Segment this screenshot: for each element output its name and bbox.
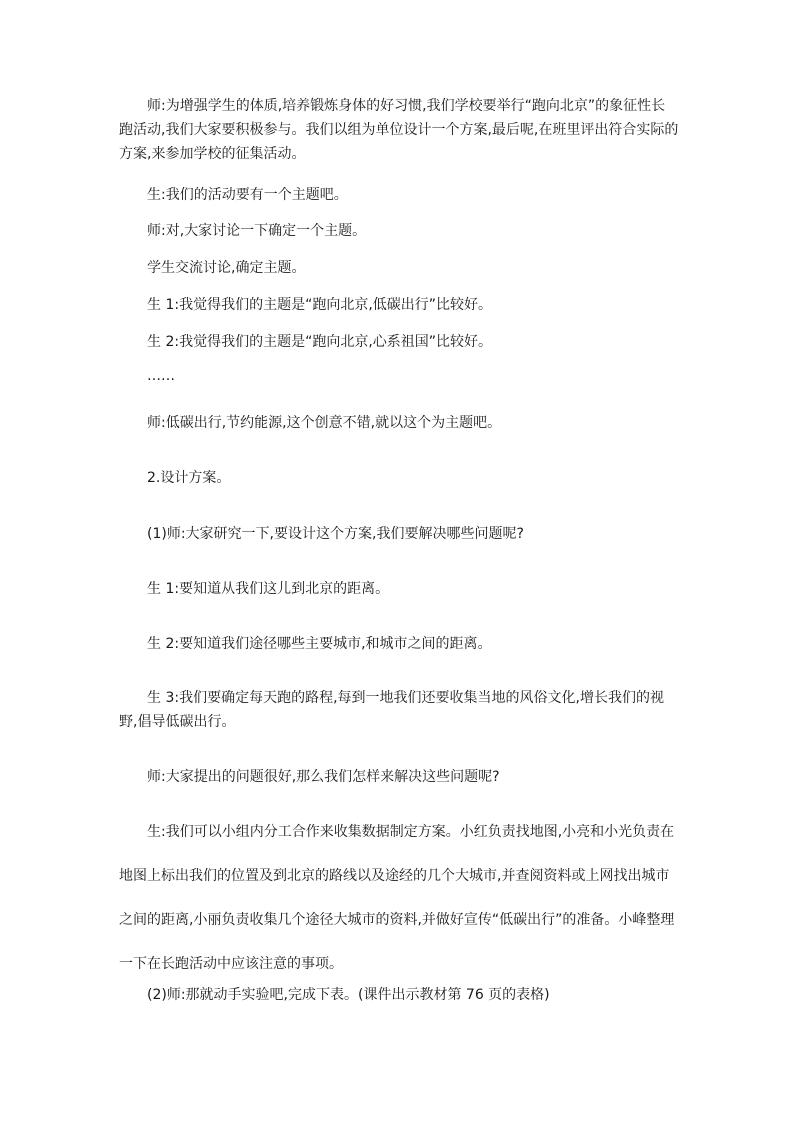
paragraph-student3-route: 生 3:我们要确定每天跑的路程,每到一地我们还要收集当地的风俗文化,增长我们的视野,倡导低碳出行。 [119,690,664,730]
paragraph-teacher-praise: 师:大家提出的问题很好,那么我们怎样来解决这些问题呢? [147,769,500,785]
paragraph-student2-theme: 生 2:我觉得我们的主题是“跑向北京,心系祖国”比较好。 [147,334,493,350]
paragraph-design-heading: 2.设计方案。 [147,470,231,486]
paragraph-teacher-table: (2)师:那就动手实验吧,完成下表。(课件出示教材第 76 页的表格) [147,987,550,1003]
paragraph-student2-cities: 生 2:要知道我们途径哪些主要城市,和城市之间的距离。 [147,636,492,652]
paragraph-student-plan: 生:我们可以小组内分工合作来收集数据制定方案。小红负责找地图,小亮和小光负责在地图上标出我们的位置及到北京的路线以及途经的几个大城市,并查阅资料或上网找出城市之间的距离,小丽负责收集几个途径大城市的资料,并做好宣传“低碳出行”的准备。小峰整理一下在长跑活动中应该注意的事项。 [119,824,675,972]
paragraph-student1-distance: 生 1:要知道从我们这儿到北京的距离。 [147,581,390,597]
paragraph-intro: 师:为增强学生的体质,培养锻炼身体的好习惯,我们学校要举行“跑向北京”的象征性长跑活动,我们大家要积极参与。我们以组为单位设计一个方案,最后呢,在班里评出符合实际的方案,来参加学校的征集活动。 [119,98,679,162]
paragraph-teacher-approve: 师:低碳出行,节约能源,这个创意不错,就以这个为主题吧。 [147,415,502,431]
paragraph-teacher-question: (1)师:大家研究一下,要设计这个方案,我们要解决哪些问题呢? [147,526,524,542]
paragraph-ellipsis: …… [147,368,175,384]
paragraph-student1-theme: 生 1:我觉得我们的主题是“跑向北京,低碳出行”比较好。 [147,297,493,313]
paragraph-student-theme: 生:我们的活动要有一个主题吧。 [147,187,348,203]
paragraph-class-discussion: 学生交流讨论,确定主题。 [147,260,306,276]
paragraph-teacher-discuss: 师:对,大家讨论一下确定一个主题。 [147,223,367,239]
